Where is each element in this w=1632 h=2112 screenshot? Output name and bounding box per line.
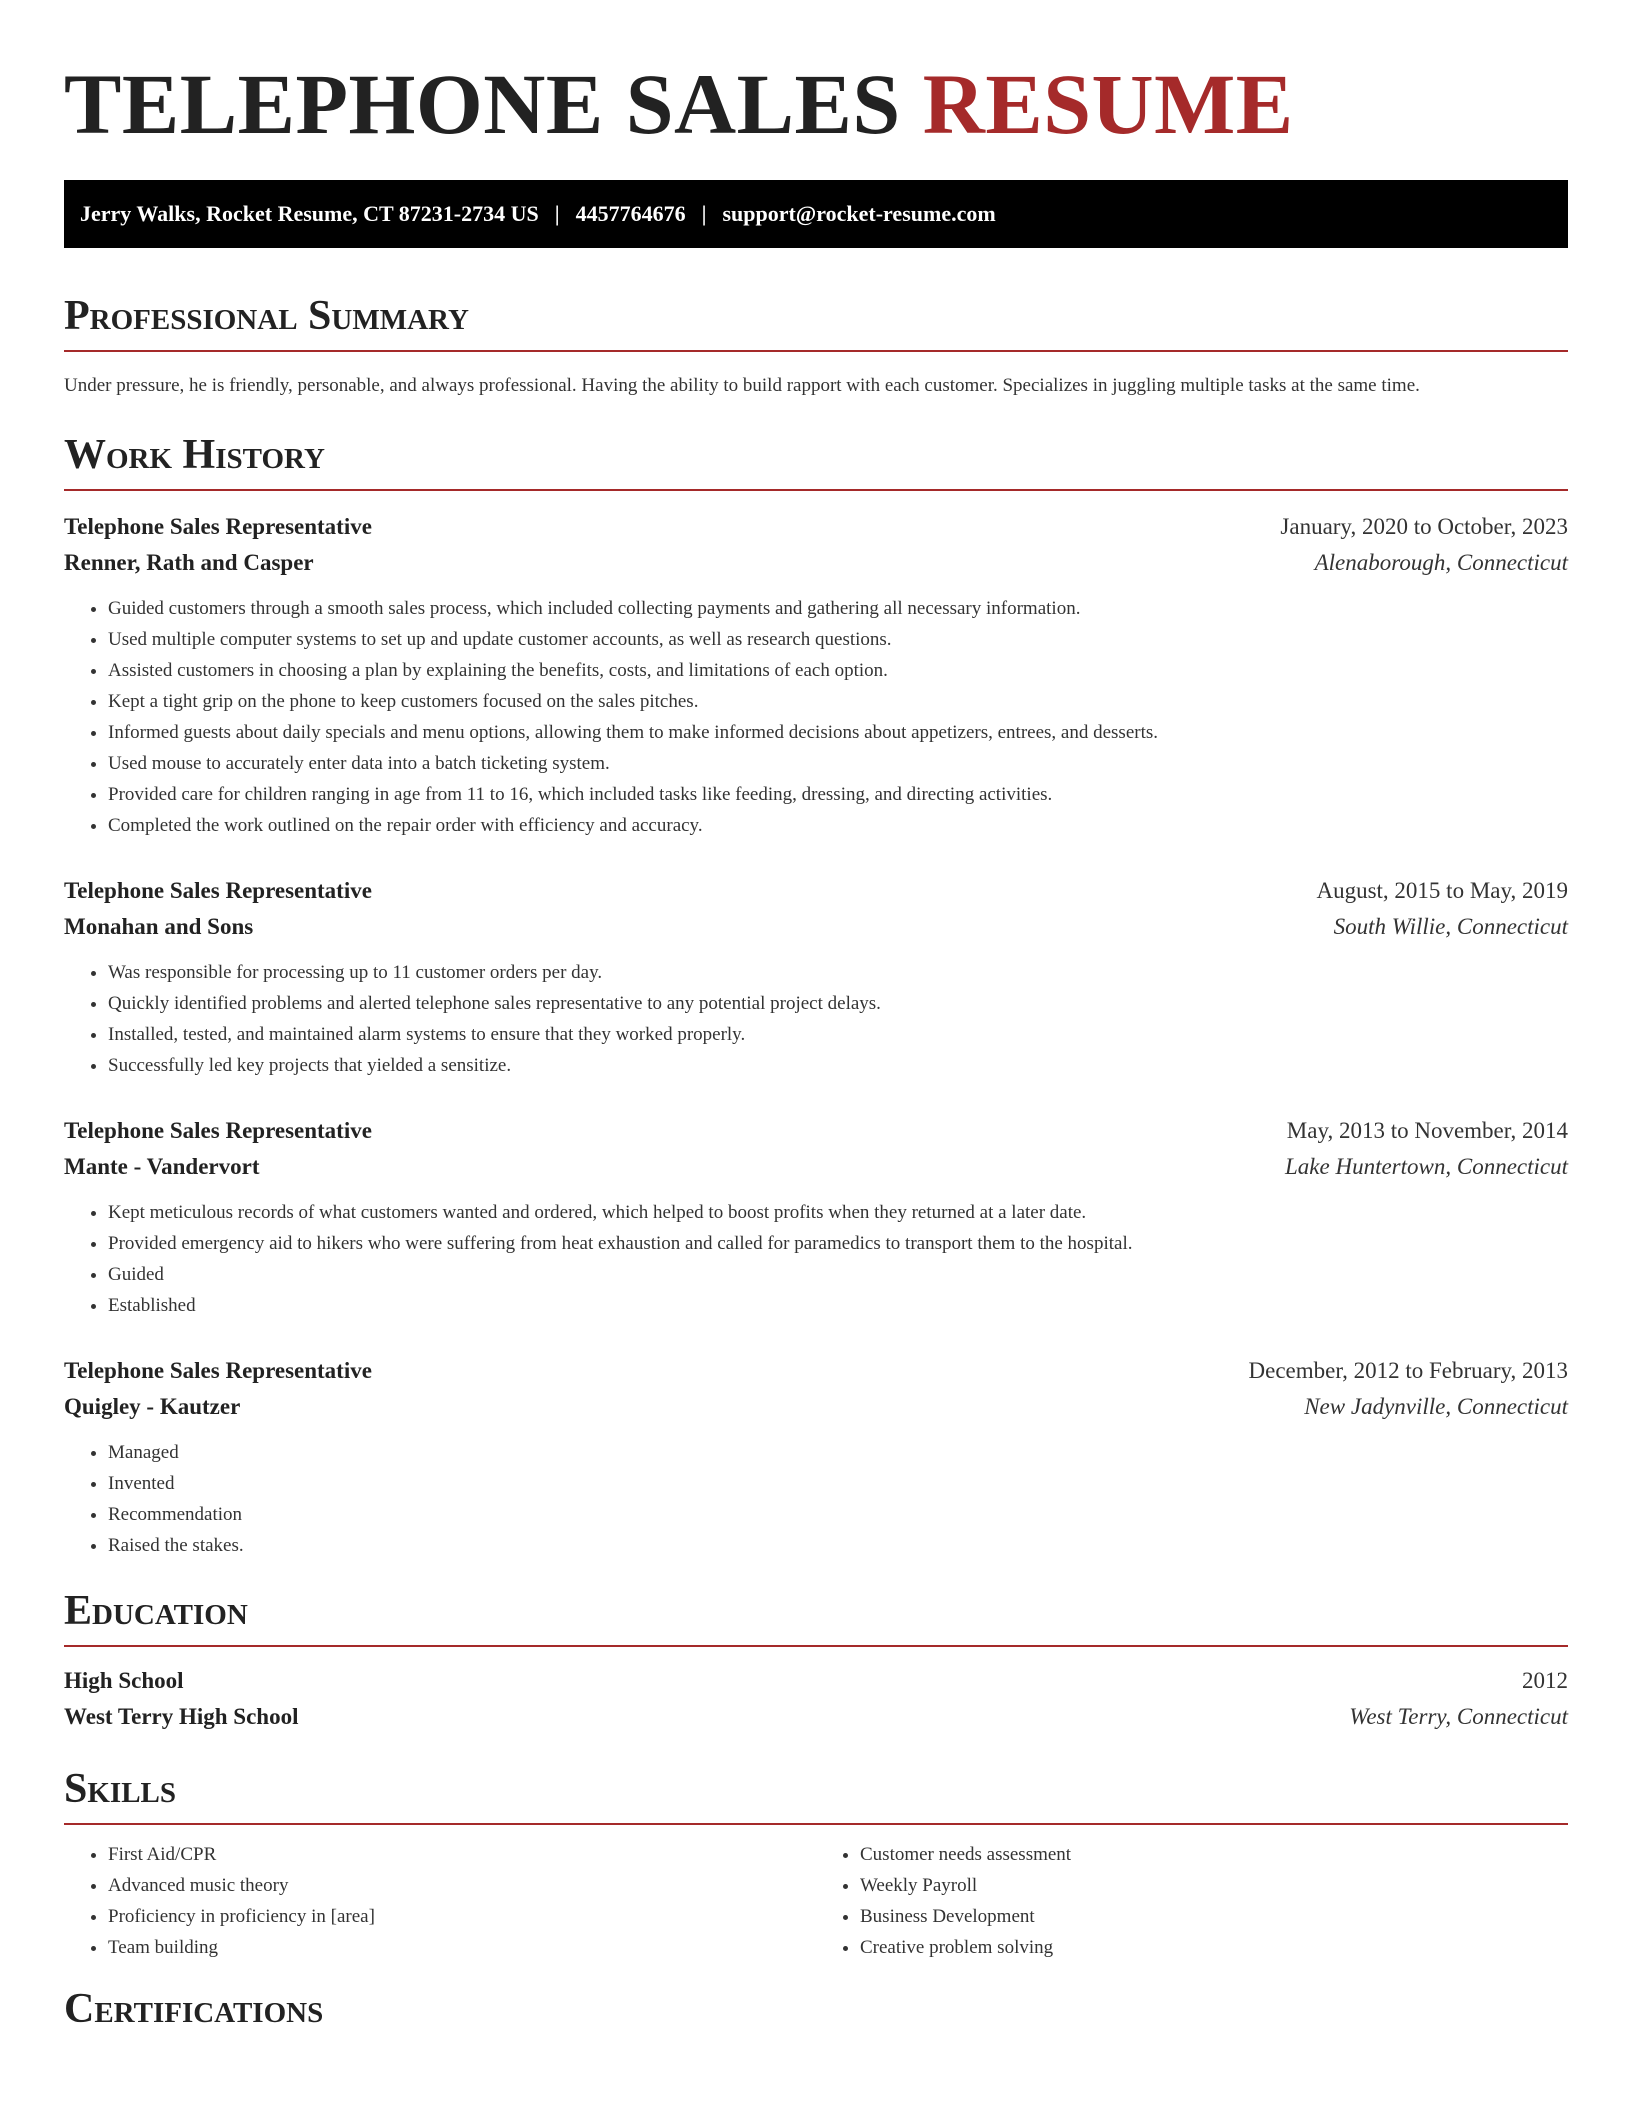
contact-email: support@rocket-resume.com xyxy=(722,201,996,226)
list-item: • Guided customers through a smooth sales process, which included collecting payments and gathering all necessary information. xyxy=(108,593,1568,624)
job-location: South Willie, Connecticut xyxy=(1333,914,1568,939)
education-location: West Terry, Connecticut xyxy=(1349,1704,1568,1729)
skills-list-left xyxy=(64,1839,816,1963)
job-title: Telephone Sales Representative xyxy=(64,1358,372,1383)
certifications-section xyxy=(64,1985,1568,2043)
list-item: • Used multiple computer systems to set up and update customer accounts, as well as research questions. xyxy=(108,624,1568,655)
job-entry xyxy=(64,873,1568,1081)
job-company: Renner, Rath and Casper xyxy=(64,550,314,575)
document-title xyxy=(64,0,1568,152)
list-item: • Kept a tight grip on the phone to keep customers focused on the sales pitches. xyxy=(108,686,1568,717)
job-title: Telephone Sales Representative xyxy=(64,514,372,539)
list-item: • Installed, tested, and maintained alarm systems to ensure that they worked properly. xyxy=(108,1019,1568,1050)
education-degree: High School xyxy=(64,1668,184,1693)
contact-address: Jerry Walks, Rocket Resume, CT 87231-2734 US xyxy=(80,201,539,226)
list-item: • Completed the work outlined on the repair order with efficiency and accuracy. xyxy=(108,810,1568,841)
list-item: • Invented xyxy=(108,1468,1568,1499)
title-accent: RESUME xyxy=(922,56,1294,152)
job-company: Quigley - Kautzer xyxy=(64,1394,241,1419)
contact-bar xyxy=(64,180,1568,248)
job-dates: August, 2015 to May, 2019 xyxy=(1316,878,1568,903)
work-history-heading: Work History xyxy=(64,431,1568,491)
title-main: TELEPHONE SALES xyxy=(64,56,901,152)
job-company: Mante - Vandervort xyxy=(64,1154,260,1179)
summary-section xyxy=(64,292,1568,401)
job-location: Alenaborough, Connecticut xyxy=(1314,550,1568,575)
contact-separator: | xyxy=(701,201,707,226)
skills-section xyxy=(64,1765,1568,1963)
skill-item: • Advanced music theory xyxy=(108,1870,816,1901)
resume-page xyxy=(64,0,1568,2043)
list-item: • Raised the stakes. xyxy=(108,1530,1568,1561)
list-item: • Assisted customers in choosing a plan by explaining the benefits, costs, and limitations of each option. xyxy=(108,655,1568,686)
list-item: • Provided care for children ranging in age from 11 to 16, which included tasks like feeding, dressing, and directing activities. xyxy=(108,779,1568,810)
skill-item: • Proficiency in proficiency in [area] xyxy=(108,1901,816,1932)
skills-heading: Skills xyxy=(64,1765,1568,1825)
list-item: • Informed guests about daily specials and menu options, allowing them to make informed decisions about appetizers, entrees, and desserts. xyxy=(108,717,1568,748)
job-entry xyxy=(64,1113,1568,1321)
education-year: 2012 xyxy=(1522,1668,1568,1693)
summary-text: Under pressure, he is friendly, personable, and always professional. Having the ability to build rapport with each customer. Specializes in juggling multiple tasks at the same time. xyxy=(64,375,1420,396)
skill-item: • Customer needs assessment xyxy=(860,1839,1568,1870)
education-heading: Education xyxy=(64,1587,1568,1647)
job-location: Lake Huntertown, Connecticut xyxy=(1285,1154,1568,1179)
list-item: • Used mouse to accurately enter data into a batch ticketing system. xyxy=(108,748,1568,779)
skill-item: • Weekly Payroll xyxy=(860,1870,1568,1901)
list-item: • Was responsible for processing up to 11 customer orders per day. xyxy=(108,957,1568,988)
job-dates: May, 2013 to November, 2014 xyxy=(1286,1118,1568,1143)
job-bullets xyxy=(64,957,1568,1081)
certifications-heading: Certifications xyxy=(64,1986,324,2032)
skills-list-right xyxy=(816,1839,1568,1963)
list-item: • Quickly identified problems and alerted telephone sales representative to any potential project delays. xyxy=(108,988,1568,1019)
job-entry xyxy=(64,1353,1568,1561)
job-bullets xyxy=(64,593,1568,841)
list-item: • Managed xyxy=(108,1437,1568,1468)
list-item: • Recommendation xyxy=(108,1499,1568,1530)
skill-item: • Team building xyxy=(108,1932,816,1963)
skill-item: • Business Development xyxy=(860,1901,1568,1932)
job-title: Telephone Sales Representative xyxy=(64,878,372,903)
job-title: Telephone Sales Representative xyxy=(64,1118,372,1143)
work-history-section xyxy=(64,431,1568,1561)
education-section xyxy=(64,1587,1568,1735)
job-entry xyxy=(64,509,1568,841)
job-location: New Jadynville, Connecticut xyxy=(1304,1394,1568,1419)
education-school: West Terry High School xyxy=(64,1704,299,1729)
list-item: • Provided emergency aid to hikers who were suffering from heat exhaustion and called for paramedics to transport them to the hospital. xyxy=(108,1228,1568,1259)
list-item: • Guided xyxy=(108,1259,1568,1290)
skill-item: • Creative problem solving xyxy=(860,1932,1568,1963)
contact-separator: | xyxy=(554,201,560,226)
job-bullets xyxy=(64,1197,1568,1321)
job-bullets xyxy=(64,1437,1568,1561)
job-dates: December, 2012 to February, 2013 xyxy=(1248,1358,1568,1383)
skill-item: • First Aid/CPR xyxy=(108,1839,816,1870)
list-item: • Kept meticulous records of what customers wanted and ordered, which helped to boost profits when they returned at a later date. xyxy=(108,1197,1568,1228)
list-item: • Established xyxy=(108,1290,1568,1321)
contact-phone: 4457764676 xyxy=(575,201,686,226)
skills-grid xyxy=(64,1839,1568,1963)
list-item: • Successfully led key projects that yielded a sensitize. xyxy=(108,1050,1568,1081)
summary-heading: Professional Summary xyxy=(64,292,1568,352)
job-dates: January, 2020 to October, 2023 xyxy=(1280,514,1568,539)
job-company: Monahan and Sons xyxy=(64,914,254,939)
